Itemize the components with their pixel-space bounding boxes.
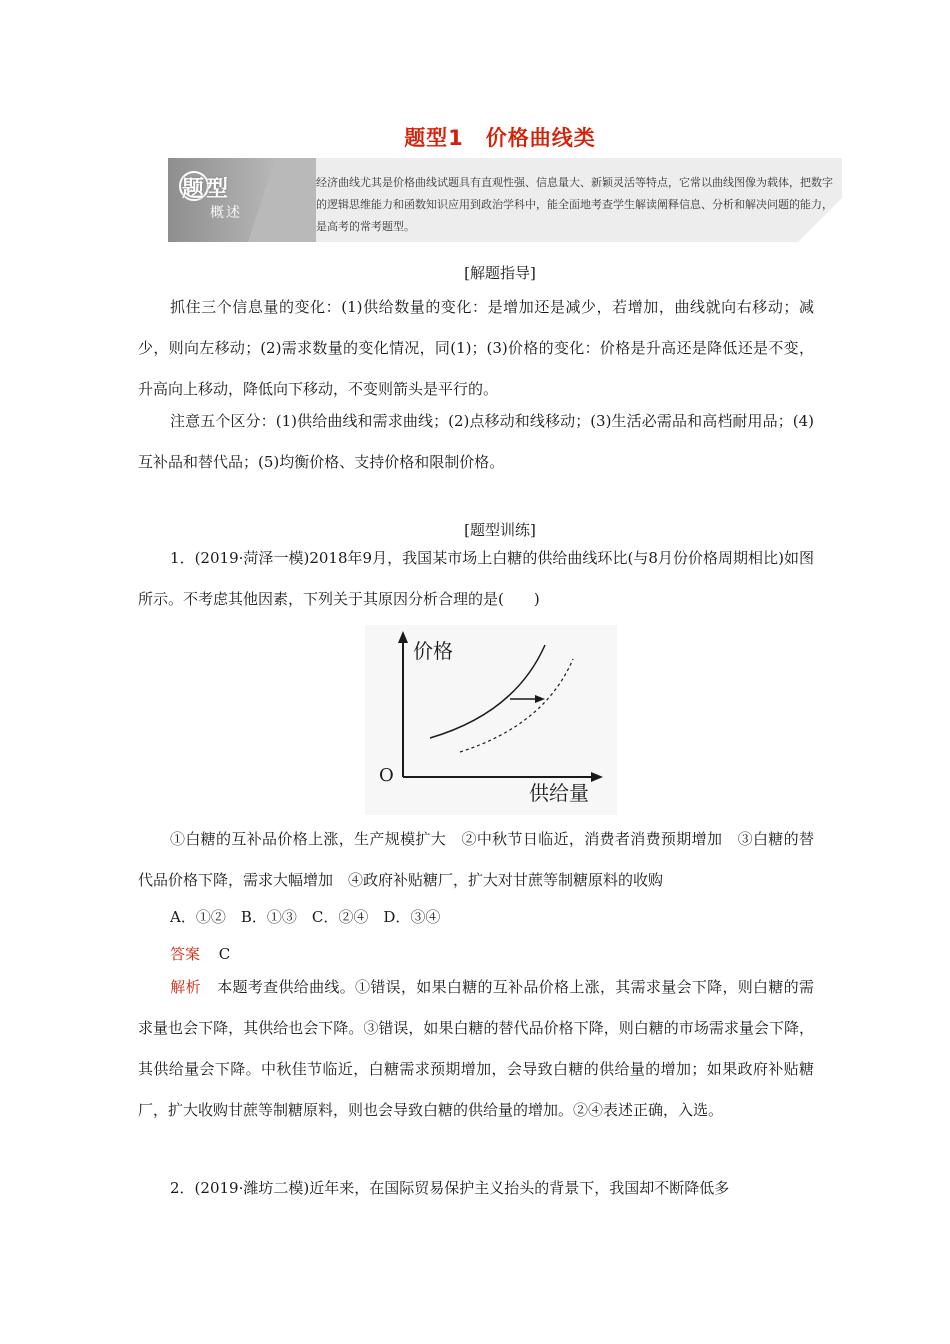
badge-subtitle: 概述 <box>210 205 242 221</box>
question-1-options: ①白糖的互补品价格上涨，生产规模扩大 ②中秋节日临近，消费者消费预期增加 ③白糖的替代品价格下降，需求大幅增加 ④政府补贴糖厂，扩大对甘蔗等制糖原料的收购 <box>138 830 814 889</box>
answer-label: 答案 <box>170 945 201 963</box>
guide-paragraph-2: 注意五个区分：(1)供给曲线和需求曲线；(2)点移动和线移动；(3)生活必需品和高档耐用品；(4)互补品和替代品；(5)均衡价格、支持价格和限制价格。 <box>138 412 814 471</box>
shifted-supply-curve <box>460 659 573 752</box>
question-2-stem: 2．(2019·潍坊二模)近年来，在国际贸易保护主义抬头的背景下，我国却不断降低多 <box>170 1179 730 1197</box>
x-axis-label: 供给量 <box>529 781 589 805</box>
analysis-paragraph <box>138 967 814 1131</box>
banner-description: 经济曲线尤其是价格曲线试题具有直观性强、信息量大、新颖灵活等特点，它常以曲线图像为载体，把数字的逻辑思维能力和函数知识应用到政治学科中，能全面地考查学生解读阐释信息、分析和解决问题的能力，是高考的常考题型。 <box>316 176 833 233</box>
shift-arrow-icon <box>535 695 545 703</box>
answer-value: C <box>218 945 231 963</box>
y-axis-arrow-icon <box>398 631 408 643</box>
y-axis-label: 价格 <box>413 639 453 663</box>
supply-curve-figure <box>365 625 617 815</box>
answer-line <box>170 943 846 964</box>
overview-banner <box>168 158 842 242</box>
question-1-choices: A．①② B．①③ C．②④ D．③④ <box>170 908 441 926</box>
analysis-text: 本题考查供给曲线。①错误，如果白糖的互补品价格上涨，其需求量会下降，则白糖的需求量也会下降，其供给也会下降。③错误，如果白糖的替代品价格下降，则白糖的市场需求量会下降，其供给量会下降。中秋佳节临近，白糖需求预期增加，会导致白糖的供给量的增加；如果政府补贴糖厂，扩大收购甘蔗等制糖原料，则也会导致白糖的供给量的增加。②④表述正确，入选。 <box>138 978 814 1119</box>
training-heading: [题型训练] <box>464 521 536 539</box>
analysis-label: 解析 <box>170 978 201 996</box>
page-title: 题型1 价格曲线类 <box>404 126 596 150</box>
badge-title: 题型 <box>182 177 231 202</box>
origin-label: O <box>379 765 394 786</box>
question-1-stem: 1．(2019·菏泽一模)2018年9月，我国某市场上白糖的供给曲线环比(与8月份价格周期相比)如图所示。不考虑其他因素，下列关于其原因分析合理的是( ) <box>138 549 814 608</box>
guide-heading: [解题指导] <box>464 264 536 282</box>
guide-paragraph-1: 抓住三个信息量的变化：(1)供给数量的变化：是增加还是减少，若增加，曲线就向右移动；减少，则向左移动；(2)需求数量的变化情况，同(1)；(3)价格的变化：价格是升高还是降低还是不变，升高向上移动，降低向下移动，不变则箭头是平行的。 <box>138 298 814 398</box>
x-axis-arrow-icon <box>591 772 603 782</box>
